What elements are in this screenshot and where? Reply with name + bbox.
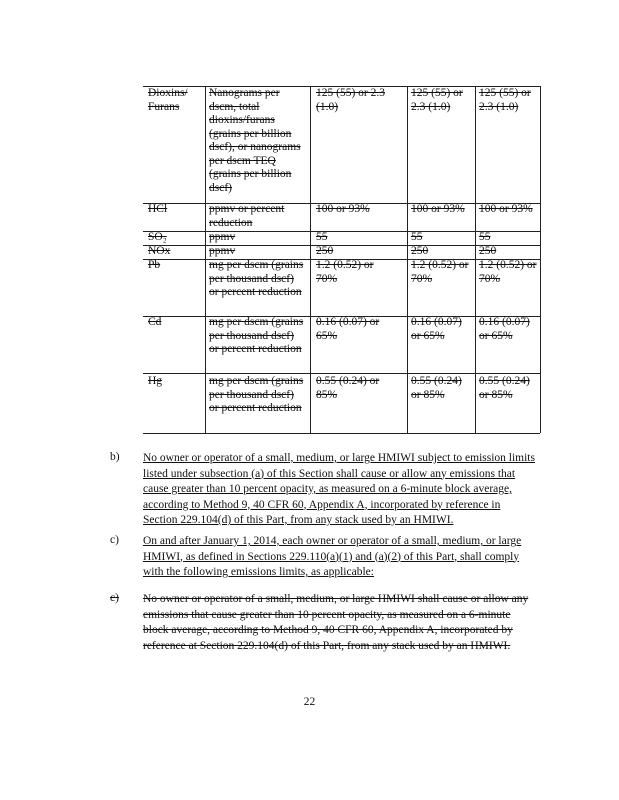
- pollutant-cell: Dioxins/ Furans: [148, 87, 188, 113]
- paragraph-b-text: No owner or operator of a small, medium, or large HMIWI subject to emission limits listed under subsection (a) of this Section shall cause or allow any emissions that cause greater than 10 percent opacity, as measured on a 6-minute block average, according to Method 9, 40 CFR 60, Appendix A, incorporated by reference in Section 229.104(d) of this Part, from any stack used by an HMIWI.: [143, 452, 535, 526]
- units-cell: mg per dscm (grains per thousand dscf) or percent reduction: [209, 375, 304, 414]
- pollutant-cell: HCl: [148, 203, 168, 215]
- limit-small-cell: 100 or 93%: [316, 203, 370, 215]
- pollutant-cell: NOx: [148, 245, 171, 257]
- pollutant-cell: SO₂: [148, 231, 167, 243]
- units-cell: mg per dscm (grains per thousand dscf) or percent reduction: [209, 259, 304, 298]
- table-rule: [475, 86, 476, 433]
- page-number: 22: [303, 696, 316, 708]
- units-cell: Nanograms per dscm, total dioxins/furans (grains per billion dscf), or nanograms per dscm TEQ (grains per billion dscf): [209, 87, 301, 194]
- limit-medium-cell: 100 or 93%: [411, 203, 465, 215]
- limit-small-cell: 0.16 (0.07) or 65%: [316, 316, 380, 342]
- table-rule: [143, 433, 540, 434]
- limit-large-cell: 0.55 (0.24) or 85%: [479, 375, 530, 401]
- limit-medium-cell: 250: [411, 245, 429, 257]
- limit-large-cell: 125 (55) or 2.3 (1.0): [479, 87, 531, 113]
- limit-medium-cell: 125 (55) or 2.3 (1.0): [411, 87, 463, 113]
- limit-medium-cell: 1.2 (0.52) or 70%: [411, 259, 469, 285]
- table-rule: [407, 86, 408, 433]
- limit-large-cell: 1.2 (0.52) or 70%: [479, 259, 537, 285]
- limit-small-cell: 55: [316, 231, 328, 243]
- pollutant-cell: Cd: [148, 316, 162, 328]
- limit-small-cell: 125 (55) or 2.3 (1.0): [316, 87, 385, 113]
- pollutant-cell: Hg: [148, 375, 163, 387]
- units-cell: ppmv: [209, 245, 236, 257]
- limit-large-cell: 55: [479, 231, 491, 243]
- limit-small-cell: 0.55 (0.24) or 85%: [316, 375, 380, 401]
- paragraph-marker: b): [110, 451, 120, 463]
- limit-small-cell: 250: [316, 245, 334, 257]
- paragraph-marker: c): [110, 534, 119, 546]
- pollutant-cell: Pb: [148, 259, 161, 271]
- table-rule: [310, 86, 311, 433]
- table-rule: [143, 373, 540, 374]
- limit-large-cell: 0.16 (0.07) or 65%: [479, 316, 530, 342]
- table-rule: [205, 86, 206, 433]
- table-rule: [540, 86, 541, 433]
- units-cell: ppmv: [209, 231, 236, 243]
- units-cell: ppmv or percent reduction: [209, 203, 285, 229]
- paragraph-marker: c): [110, 592, 119, 604]
- units-cell: mg per dscm (grains per thousand dscf) or percent reduction: [209, 316, 304, 355]
- paragraph-c-deleted-text: No owner or operator of a small, medium, or large HMIWI shall cause or allow any emissions that cause greater than 10 percent opacity, as measured on a 6-minute block average, according to Method 9, 40 CFR 60, Appendix A, incorporated by reference at Section 229.104(d) of this Part, from any stack used by an HMIWI.: [143, 593, 529, 652]
- limit-medium-cell: 55: [411, 231, 423, 243]
- limit-large-cell: 250: [479, 245, 497, 257]
- limit-medium-cell: 0.16 (0.07) or 65%: [411, 316, 462, 342]
- limit-small-cell: 1.2 (0.52) or 70%: [316, 259, 374, 285]
- limit-medium-cell: 0.55 (0.24) or 85%: [411, 375, 462, 401]
- limit-large-cell: 100 or 93%: [479, 203, 533, 215]
- paragraph-c-text: On and after January 1, 2014, each owner or operator of a small, medium, or large HMIWI, as defined in Sections 229.110(a)(1) and (a)(2) of this Part, shall comply with the following emissions limits, as applicable:: [143, 535, 522, 578]
